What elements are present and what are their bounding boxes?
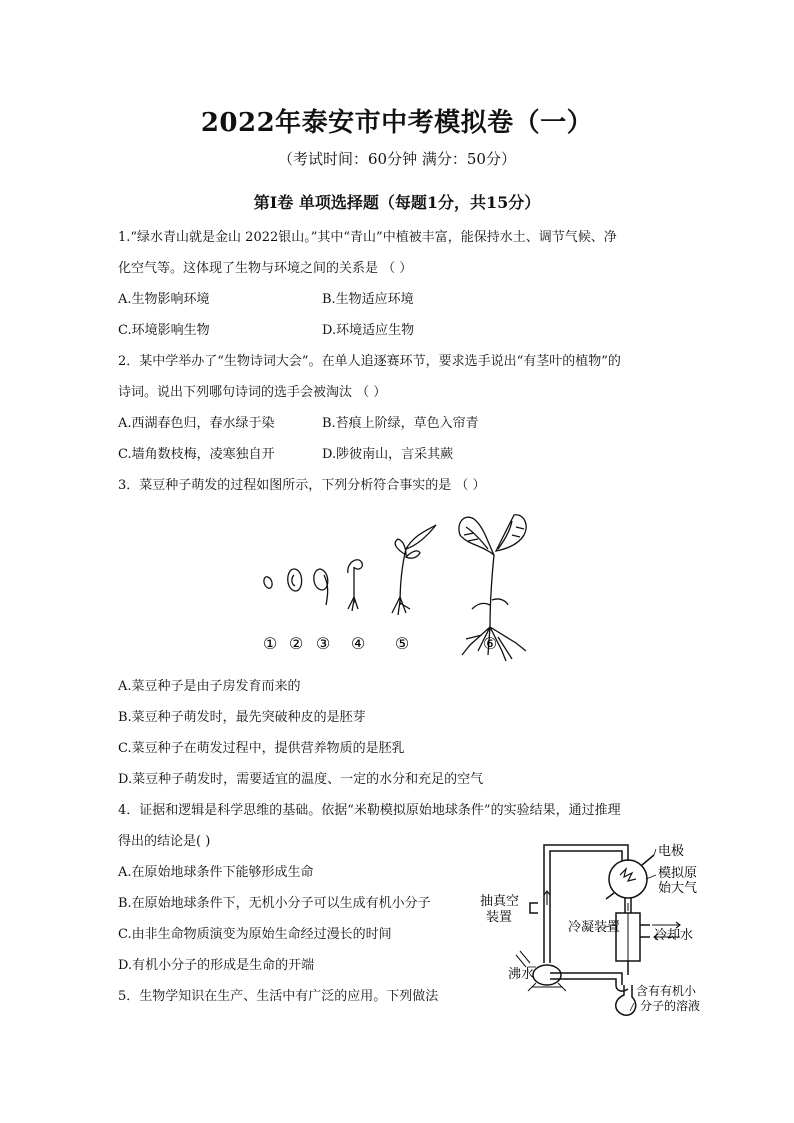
seed-stage-4 (348, 560, 363, 573)
fig-label-5: ⑤ (394, 634, 410, 653)
q3-option-b: B.菜豆种子萌发时，最先突破种皮的是胚芽 (118, 710, 366, 725)
label-solution-2: 分子的溶液 (640, 999, 701, 1013)
boiling-flask (533, 965, 561, 985)
label-sim-atm-2: 始大气 (658, 881, 698, 896)
label-solution-1: 含有有机小 (636, 984, 697, 998)
vacuum-port (530, 903, 538, 913)
q4-stem-line1: 4．证据和逻辑是科学思维的基础。依据“米勒模拟原始地球条件”的实验结果，通过推理 (118, 803, 621, 818)
atmosphere-flask (609, 860, 647, 898)
q4-option-a: A.在原始地球条件下能够形成生命 (118, 865, 314, 880)
q3-option-c: C.菜豆种子在萌发过程中，提供营养物质的是胚乳 (118, 741, 405, 756)
fig-label-6: ⑥ (482, 634, 498, 653)
seed-stage-2 (288, 569, 302, 591)
q2-option-a: A.西湖春色归，春水绿于染 (118, 416, 275, 431)
q1-stem-line1: 1.“绿水青山就是金山 2022银山。”其中“青山”中植被丰富，能保持水土、调节气候、净 (118, 230, 617, 245)
fig-label-1: ① (262, 634, 278, 653)
plant-stage-6 (490, 555, 494, 627)
q2-stem-line2: 诗词。说出下列哪句诗词的选手会被淘汰 （ ） (118, 385, 387, 400)
exam-subtitle: （考试时间：60分钟 满分：50分） (278, 150, 516, 168)
fig-label-3: ③ (315, 634, 331, 653)
seed-stage-1 (264, 577, 272, 589)
label-vacuum-1: 抽真空 (480, 894, 520, 909)
seed-germination-figure (250, 505, 550, 670)
q1-option-d: D.环境适应生物 (322, 323, 415, 338)
fig-label-2: ② (288, 634, 304, 653)
q4-option-d: D.有机小分子的形成是生命的开端 (118, 958, 315, 973)
q5-stem-line1: 5．生物学知识在生产、生活中有广泛的应用。下列做法 (118, 989, 439, 1004)
exam-title: 2022年泰安市中考模拟卷（一） (200, 108, 594, 138)
q2-option-d: D.陟彼南山，言采其蕨 (322, 447, 454, 462)
q1-option-c: C.环境影响生物 (118, 323, 210, 338)
q3-option-a: A.菜豆种子是由子房发育而来的 (118, 679, 301, 694)
fig-label-4: ④ (350, 634, 366, 653)
label-electrode: 电极 (658, 844, 685, 859)
q1-stem-line2: 化空气等。这体现了生物与环境之间的关系是 （ ） (118, 261, 413, 276)
q1-option-b: B.生物适应环境 (322, 292, 414, 307)
q4-option-b: B.在原始地球条件下，无机小分子可以生成有机小分子 (118, 896, 431, 911)
label-boiling-water: 沸水 (508, 967, 535, 982)
seedling-stage-5 (400, 549, 406, 605)
label-condenser: 冷凝装置 (568, 920, 621, 935)
q2-stem-line1: 2．某中学举办了“生物诗词大会”。在单人追逐赛环节，要求选手说出“有茎叶的植物”的 (118, 354, 621, 369)
q4-option-c: C.由非生命物质演变为原始生命经过漫长的时间 (118, 927, 392, 942)
q3-stem: 3．菜豆种子萌发的过程如图所示，下列分析符合事实的是 （ ） (118, 478, 486, 493)
q1-option-a: A.生物影响环境 (118, 292, 210, 307)
section-heading: 第Ⅰ卷 单项选择题（每题1分，共15分） (253, 193, 541, 212)
q2-option-c: C.墙角数枝梅，凌寒独自开 (118, 447, 275, 462)
q4-stem-line2: 得出的结论是( ) (118, 834, 211, 849)
label-sim-atm-1: 模拟原 (658, 866, 698, 881)
label-vacuum-2: 装置 (486, 910, 513, 925)
q2-option-b: B.苔痕上阶绿，草色入帘青 (322, 416, 479, 431)
label-cooling-water: 冷却水 (654, 928, 694, 943)
q3-option-d: D.菜豆种子萌发时，需要适宜的温度、一定的水分和充足的空气 (118, 772, 484, 787)
miller-experiment-diagram (470, 835, 720, 1025)
